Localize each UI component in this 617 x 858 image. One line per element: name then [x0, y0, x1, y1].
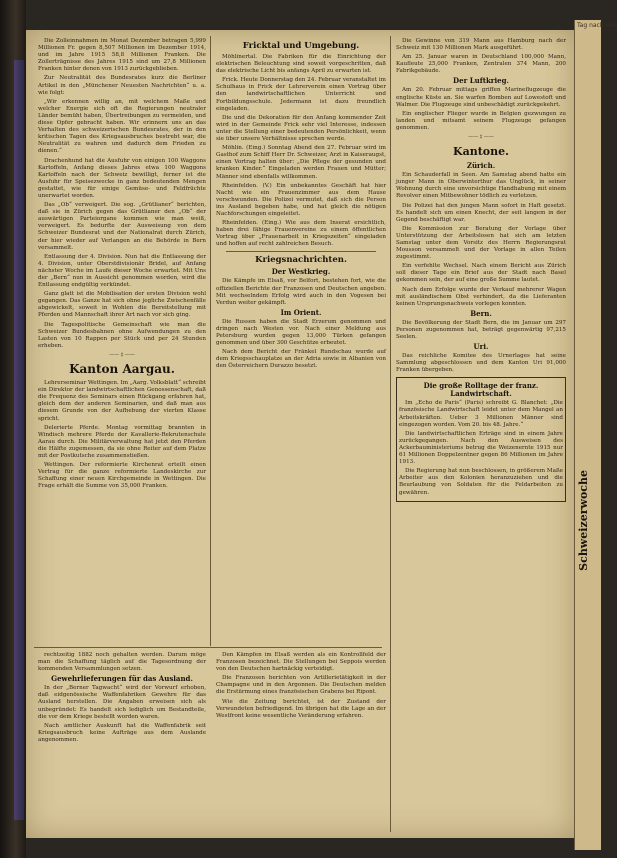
article-obst: Nach dem Erfolge wurde der Verkauf mehrerer Wagen mit ausländischem Obst verhindert, da die Lieferanten keinen Ursprungsnachweis vorlegen konnten.: [396, 286, 566, 307]
article-gewehre-1: In der „Berner Tagwacht“ wird der Vorwurf erhoben, daß eidgenössische Waffenfabriken Gewehre für das Ausland herstellen. Die Angaben erweisen sich als unbegründet: Es handelt sich lediglich um Bestandteile, die vor dem Kriege bestellt worden waren.: [38, 685, 206, 720]
article-landwirtschaft-1: Im „Echo de Paris“ (Paris) schreibt G. Blanchet: „Die französische Landwirtschaft leidet unter dem Mangel an Arbeitskräften. Ueber 3 Millionen Männer sind eingezogen worden. Vom 20. bis 48. Jahre.“: [399, 400, 563, 428]
article-moehlin: Möhlin. (Eing.) Sonntag Abend den 27. Februar wird im Gasthof zum Schiff Herr Dr. Schweizer, Arzt in Kaiseraugst, einen Vortrag halten über: „Die Pflege der gesunden und kranken Kinder.“ Eingeladen werden Frauen und Mütter; Männer sind ebenfalls willkommen.: [216, 145, 386, 180]
article-entlassung: Entlassung der 4. Division. Nun hat die Entlassung der 4. Division, unter Oberstdivisionär Bridel, auf Anfang nächster Woche im Laufe dieser Woche erwartet. Mit Uns der „Bern“ nun in Aussicht genommen worden, wird die Entlassung endgültig verkündet.: [38, 253, 206, 289]
article-lage: Wie die Zeitung berichtet, ist der Zustand der Verwundeten befriedigend. Im übrigen hat die Lage an der Westfront keine wesentliche Veränderung erfahren.: [216, 698, 386, 719]
subheading-orient: Im Orient.: [280, 307, 322, 317]
article-orient: Die Russen haben die Stadt Erzerum genommen und dringen nach Westen vor. Nach einer Meldung aus Petersburg wurden gegen 13,000 Türken gefangen genommen und über 300 Geschütze erbeutet.: [216, 318, 386, 347]
article-deutschland: Am 25. Januar waren in Deutschland 100,000 Mann, Kaufleute 25,000 Franken, Zentralen 374 Mann, 200 Fabrikgebäude.: [396, 54, 566, 75]
article-uri: Das reichliche Komitee des Urnerlages hat seine Sammlung abgeschlossen und dem Kanton Uri 91,000 Franken übergeben.: [396, 353, 566, 374]
subheading-bern: Bern.: [470, 308, 492, 318]
divider: [226, 251, 376, 252]
section-heading-kantone: Kantone.: [453, 145, 509, 159]
adjacent-page-masthead: Schweizerwoche: [577, 470, 590, 571]
subheading-zuerich: Zürich.: [466, 161, 496, 171]
article-elsass: Den Kämpfen im Elsaß werden als ein Kontrollfeld der Franzosen bezeichnet. Die Stellungen bei Seppois werden von den Deutschen hartnäckig verteidigt.: [216, 652, 386, 673]
article-westkrieg: Die Kämpfe im Elsaß, vor Belfort, bestehen fort, wie die offiziellen Berichte der Franzosen und Deutschen angeben. Mit wechselndem Erfolg wird auch in den Vogesen bei Verdun weiter gekämpft.: [216, 278, 386, 306]
article-adria: Nach dem Bericht der Fränkel Rundschau wurde auf dem Kriegsschauplatze an der Adria sowie in Albanien von den Österreichern Durazzo besetzt.: [216, 349, 386, 370]
article-flieger: Ein englischer Flieger wurde in Belgien gezwungen zu landen und mitsamt seinem Flugzeuge gefangen genommen.: [396, 110, 566, 131]
adjacent-page-edge: [574, 20, 617, 850]
article-moehlinertal: Möhlinertal. Die Fabriken für die Einrichtung der elektrischen Beleuchtung sind soweit vorgeschritten, daß das elektrische Licht bis anfangs April zu erwarten ist.: [216, 54, 386, 75]
column-rule: [390, 36, 391, 832]
column-3: [396, 38, 566, 838]
article-kommission: Die Kommission zur Beratung der Vorlage über Unterstützung der Arbeitslosen hat sich am letzten Samstag unter dem Vorsitz des Herrn Regierungsrat Mousson versammelt und der Vorlage in allen Teilen zugestimmt.: [396, 225, 566, 261]
headline-gewehrlieferungen: Gewehrlieferungen für das Ausland.: [51, 674, 193, 684]
book-spine: [14, 60, 24, 820]
article-landwirtschaft-2: Die landwirtschaftlichen Erträge sind in einem Jahre zurückgegangen. Nach den Ausweisen des Ackerbauministeriums betrug die Weizenernte 1915 nur 61 Millionen Doppelzentner gegen 86 Millionen im Jahre 1913.: [399, 430, 563, 466]
subheading-uri: Uri.: [473, 342, 489, 352]
headline-landwirtschaft: Die große Rolltage der franz. Landwirtschaft.: [423, 381, 539, 399]
column-1: [38, 38, 206, 644]
section-heading-krieg: Kriegsnachrichten.: [255, 255, 347, 266]
subheading-westkrieg: Der Westkrieg.: [271, 267, 331, 277]
ornament-divider: —— ‡ ——: [468, 134, 494, 141]
article-ob-verweigert: Das „Ob“ verweigert. Die sog. „Grütlianer“ berichten, daß sie in Zürich gegen das Grütlianer den „Ob“ der auswärtigen Parteiorgane kommen wie man weiß, verweigert. Es bedurfte der Ausweisung von dem Schweizer Bundesrat und der Nationalrat durch Zürich, der hier wieder auf Verlangen an die Behörde in Bern versammelt.: [38, 202, 206, 251]
article-zolleinnahmen: Die Zolleinnahmen im Monat Dezember betragen 5,999 Millionen Fr. gegen 8,507 Millionen im Dezember 1914, und im Jahre 1915 58,8 Millionen Franken. Die Zollerträgnisse des Jahres 1915 sind um 27,8 Millionen Franken hinter denen von 1913 zurückgeblieben.: [38, 38, 206, 73]
subheading-luftkrieg: Der Luftkrieg.: [453, 76, 509, 86]
boxed-article: [396, 377, 566, 501]
article-schaffung: rechtzeitig 1882 noch gehalten werden. Darum möge man die Schaffung täglich auf die Tagesordnung der kommenden Versammlungen setzen.: [38, 652, 206, 673]
article-mobilisation: Ganz glatt ist die Mobilisation der ersten Division wohl gegangen. Das Ganze hat sich ohne jegliche Zwischenfälle abgewickelt, soweit in Wohlen die Bereitstellung mit Pferden und Mannschaft ihrer Art nach vor sich ging.: [38, 291, 206, 319]
article-kartoffeln: Drachenhund hat die Ausfuhr von einigen 100 Waggons Kartoffeln, Anfang dieses Jahres etwa 100 Waggons Kartoffeln nach der Schweiz bewilligt, ferner ist die Ausfuhr für Speisezwecke in ganz bedeutenden Mengen gestattet, wie für einige Gemüse- und Feldfrüchte unerwartet worden.: [38, 157, 206, 199]
adjacent-page-header: Tag nach den: [577, 22, 617, 29]
article-dekoration: Die und die Dekoration für den Anfang kommender Zeit wird in der Gemeinde Frick sehr viel Interesse, indessen unter die Stellung einer bedeutenden Persönlichkeit, wenn sie über unsere Verhältnisse sprechen werde.: [216, 114, 386, 143]
article-polizei: Die Polizei hat den jungen Mann sofort in Haft gesetzt. Es handelt sich um einen Knecht, der seit langem in der Gegend beschäftigt war.: [396, 202, 566, 223]
section-heading-aargau: Kanton Aargau.: [69, 362, 175, 377]
article-neutralitaet: Zur Neutralität des Bundesrates kurz die Berliner Artikel in den „Münchener Neuesten Nachrichten“ u. a. wie folgt:: [38, 75, 206, 96]
lower-column-1: [38, 652, 206, 832]
column-rule: [210, 36, 211, 646]
article-wechsel: Ein verfehlte Wechsel. Nach einem Bericht aus Zürich soll dieser Tage ein Brief aus der Stadt nach Basel gekommen sein, der auf eine große Summe lautet.: [396, 263, 566, 284]
article-gewehre-2: Nach amtlicher Auskunft hat die Waffenfabrik seit Kriegsausbruch keine Aufträge aus dem Auslande angenommen.: [38, 722, 206, 743]
article-neutralitaet-quote: „Wir erkennen willig an, mit welchem Maße und welcher Energie sich oft die Regierungen neutraler Länder bemüht haben, Übertreibungen zu vermeiden, und diese Opfer gebracht haben. Wir erinnern uns an das Verhalten des schweizerischen Bundesrates, der in den kritischen Tagen des Kriegsausbruches bestrebt war, die Neutralität zu wahren und dadurch dem Frieden zu dienen.“: [38, 98, 206, 155]
article-frick: Frick. Heute Donnerstag den 24. Februar veranstaltet im Schulhaus in Frick der Lehrerverein einen Vortrag über den landwirtschaftlichen Unterricht und Fortbildungsschule. Jedermann ist dazu freundlich eingeladen.: [216, 77, 386, 112]
article-pferde: Delerierte Pferde. Montag vormittag brannten in Windisch mehrere Pferde der Kavallerie-Rekrutenschule Aarau durch. Die Militärverwaltung hat jetzt den Pferden die Hälfte zugemessen, da sie ohne Reiter auf dem Platze mit der Postkutsche zusammenstießen.: [38, 424, 206, 459]
article-bern: Die Bevölkerung der Stadt Bern, die im Januar um 297 Personen zugenommen hat, beträgt gegenwärtig 97,215 Seelen.: [396, 319, 566, 340]
article-landwirtschaft-3: Die Regierung hat nun beschlossen, in größerem Maße Arbeiter aus den Kolonien heranzuziehen und die Beurlaubung von Soldaten für die Feldarbeiten zu gewähren.: [399, 468, 563, 496]
article-rheinfelden-2: Rheinfelden. (Eing.) Wie aus dem Inserat ersichtlich, haben drei fähige Frauenvereine zu einem öffentlichen Vortrag über „Frauenarbeit in Kriegszeiten“ eingeladen und hoffen auf recht zahlreichen Besuch.: [216, 220, 386, 248]
column-2: [216, 38, 386, 644]
article-rheinfelden-1: Rheinfelden. (V.) Ein unbekanntes Geschäft hat hier Nacht wie ein Frauenzimmer aus dem Hause verschwunden. Die Polizei vermutet, daß sich die Person ins Ausland begeben habe, und hat gleich die nötigen Nachforschungen eingeleitet.: [216, 182, 386, 217]
article-luftkrieg: Am 20. Februar mittags griffen Marineflugzeuge die englische Küste an. Sie warfen Bomben auf Lowestoft und Walmer. Die Flugzeuge sind unbeschädigt zurückgekehrt.: [396, 87, 566, 108]
lower-column-2: [216, 652, 386, 832]
ornament-divider: —— ‡ ——: [109, 351, 135, 358]
article-bundesbahnen: Die Tagespolitische Gemeinschaft wie man die Schweizer Bundesbahnen ohne Aufwendungen zu den Lasten von 10 Rappen per Stück und per 24 Stunden erheben.: [38, 321, 206, 349]
article-lehrerseminar: Lehrerseminar Wettingen. Im „Aarg. Volksblatt“ schreibt ein Direktor der landwirtschaftlichen Genossenschaft, daß die Frequenz des Seminars einen Rückgang erfahren hat, gleich dem der anderen Seminarien, und daß man aus diesem Grunde von der Aufhebung der vierten Klasse spricht.: [38, 380, 206, 422]
article-hamburg: Die Gewinne von 319 Mann aus Hamburg nach der Schweiz mit 130 Millionen Mark ausgeführt.: [396, 38, 566, 52]
horizontal-rule: [34, 647, 382, 648]
section-heading-fricktal: Fricktal und Umgebung.: [242, 41, 360, 51]
article-schauderfall: Ein Schauderfall in Seen. Am Samstag abend hatte ein junger Mann in Oberwinterthur das Unglück, in seiner Wohnung durch eine unvorsichtige Handhabung mit einem Revolver einen Mitbewohner tödlich zu verletzen.: [396, 172, 566, 200]
article-wettingen: Wettingen. Der reformierte Kirchenrat erteilt einen Vertrag für die ganze reformierte Landeskirche zur Schaffung einer neuen Kirchgemeinde in Wettingen. Die Frage erhält die Summe von 35,000 Franken.: [38, 462, 206, 490]
newspaper-page: [26, 30, 574, 838]
article-champagne: Die Franzosen berichten von Artillerietätigkeit in der Champagne und in den Argonnen. Die Deutschen melden die Erstürmung eines französischen Grabens bei Ripont.: [216, 675, 386, 696]
